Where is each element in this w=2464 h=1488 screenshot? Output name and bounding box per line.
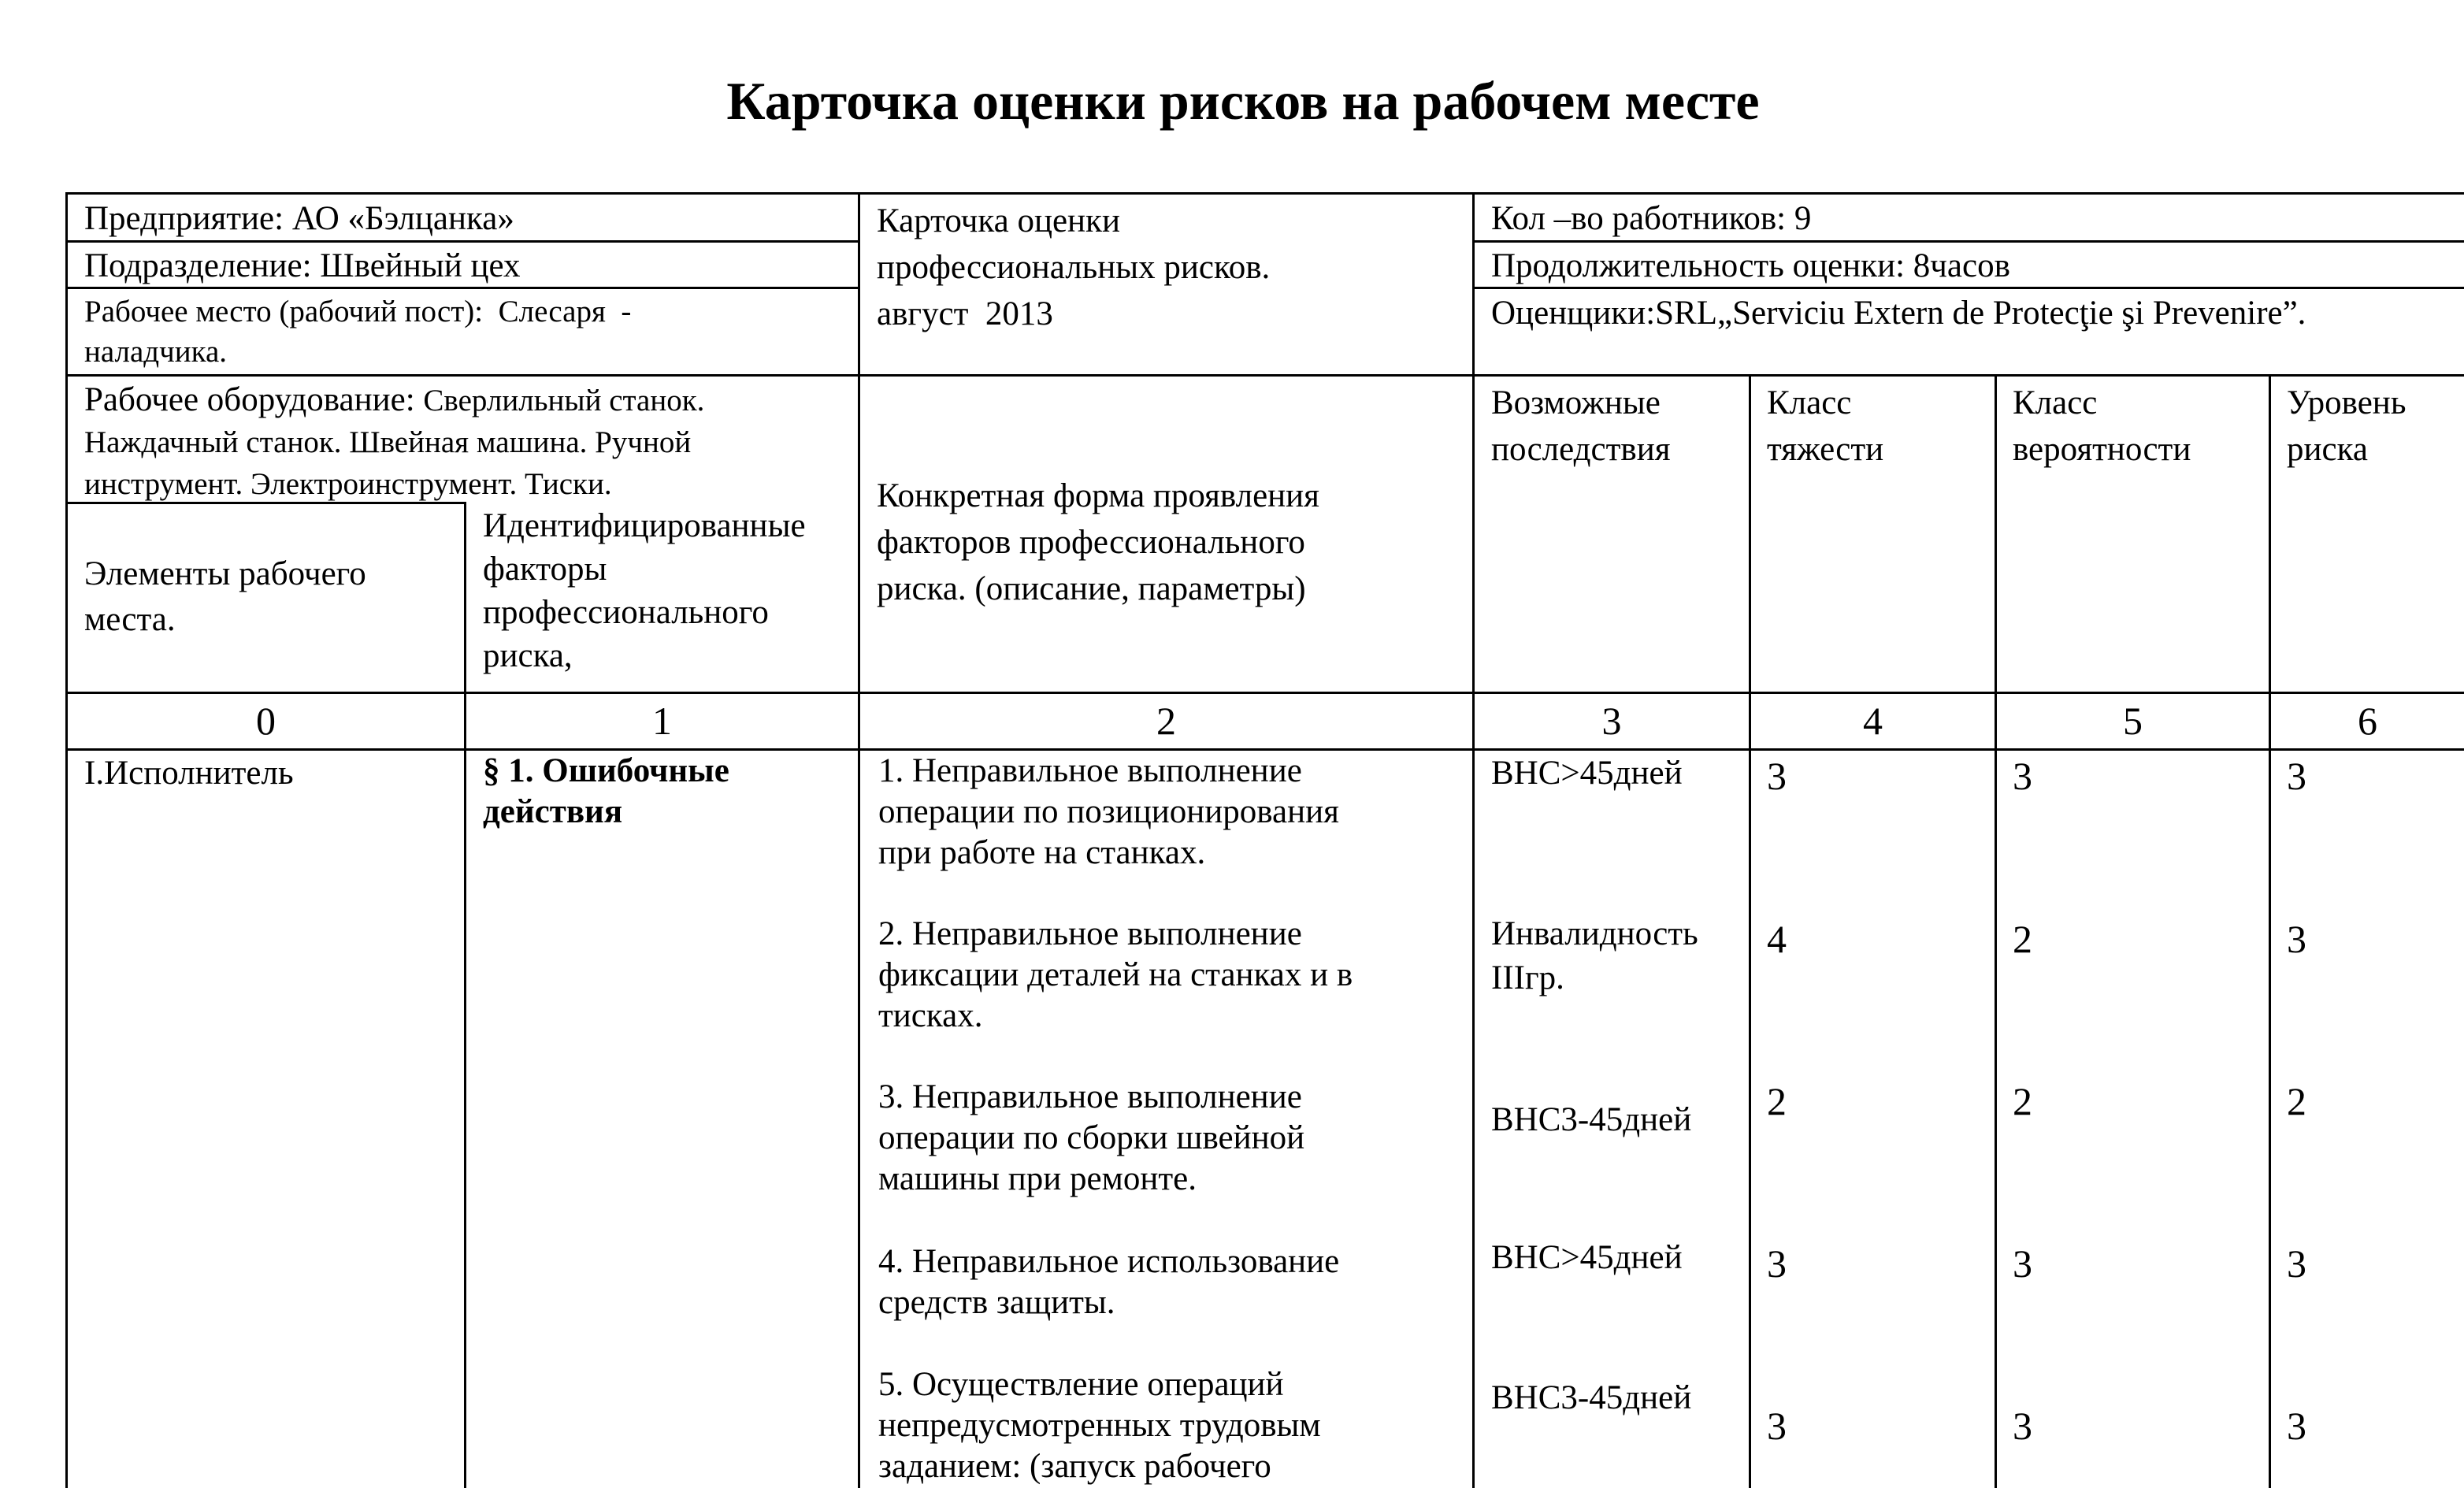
rule xyxy=(66,240,859,243)
col-divider xyxy=(2269,374,2271,1488)
col-number: 0 xyxy=(256,699,276,743)
equipment-heading: Рабочее оборудование: xyxy=(84,381,424,418)
risk-level: 3 xyxy=(2287,754,2306,798)
col-number: 4 xyxy=(1863,699,1883,743)
table-border-left xyxy=(65,192,68,1488)
col-divider xyxy=(858,192,860,1488)
col-header-risk-level: Уровень риска xyxy=(2287,384,2406,468)
risk-level: 3 xyxy=(2287,1404,2306,1448)
division-label: Подразделение: Швейный цех xyxy=(84,247,521,284)
document-title: Карточка оценки рисков на рабочем месте xyxy=(726,71,1760,131)
enterprise-label: Предприятие: АО «Бэлцанка» xyxy=(84,200,514,237)
risk-description: 3. Неправильное выполнение операции по сборки швейной машины при ремонте. xyxy=(878,1078,1305,1197)
col-number: 6 xyxy=(2358,699,2377,743)
col-header-severity: Класс тяжести xyxy=(1767,384,1884,468)
col-divider xyxy=(1995,374,1997,1488)
severity-class: 2 xyxy=(1767,1079,1787,1123)
rule xyxy=(66,374,2464,377)
risk-description: 1. Неправильное выполнение операции по позиционирования при работе на станках. xyxy=(878,752,1339,871)
col-divider xyxy=(1472,192,1475,1488)
risk-description: 4. Неправильное использование средств защиты. xyxy=(878,1243,1340,1321)
risk-consequence: ВНС>45дней xyxy=(1491,755,1683,792)
rule xyxy=(1473,287,2464,289)
card-info: Карточка оценки профессиональных рисков. август 2013 xyxy=(877,202,1271,332)
workers-count: Кол –во работников: 9 xyxy=(1491,200,1812,237)
risk-consequence: ВНС>45дней xyxy=(1491,1239,1683,1276)
assessment-duration: Продолжительность оценки: 8часов xyxy=(1491,247,2010,284)
assessors: Оценщики:SRL„Serviciu Extern de Protecţie şi Prevenire”. xyxy=(1491,295,2306,332)
workplace-label: Рабочее место (рабочий пост): Слесаря - наладчика. xyxy=(84,295,632,369)
col-number: 3 xyxy=(1601,699,1622,743)
severity-class: 3 xyxy=(1767,1241,1787,1286)
severity-class: 3 xyxy=(1767,1404,1787,1448)
equipment-label xyxy=(84,380,856,505)
equipment-list: Сверлильный станок. Наждачный станок. Швейная машина. Ручной инструмент. Электроинструмент. Тиски. xyxy=(84,384,705,501)
probability-class: 2 xyxy=(2013,1079,2032,1123)
probability-class: 3 xyxy=(2013,754,2032,798)
risk-level: 3 xyxy=(2287,917,2306,961)
risk-factor-heading: § 1. Ошибочные действия xyxy=(483,752,729,830)
risk-consequence: Инвалидность IIIгр. xyxy=(1491,915,1698,996)
col-header-form: Конкретная форма проявления факторов профессионального риска. (описание, параметры) xyxy=(877,477,1319,607)
col-number: 5 xyxy=(2123,699,2143,743)
risk-description: 2. Неправильное выполнение фиксации деталей на станках и в тисках. xyxy=(878,915,1353,1034)
col-header-elements: Элементы рабочего места. xyxy=(84,555,366,638)
col-header-factors: Идентифицированные факторы профессионального риска, xyxy=(483,507,806,674)
risk-description: 5. Осуществление операций непредусмотренных трудовым заданием: (запуск рабочего xyxy=(878,1366,1321,1485)
col-divider xyxy=(464,502,466,1488)
col-header-consequences: Возможные последствия xyxy=(1491,384,1671,468)
probability-class: 2 xyxy=(2013,917,2032,961)
severity-class: 3 xyxy=(1767,754,1787,798)
rule xyxy=(66,287,859,289)
rule xyxy=(66,692,2464,694)
risk-level: 3 xyxy=(2287,1241,2306,1286)
table-border-top xyxy=(66,192,2464,195)
risk-consequence: ВНС3-45дней xyxy=(1491,1101,1692,1138)
rule xyxy=(1473,240,2464,243)
probability-class: 3 xyxy=(2013,1241,2032,1286)
col-number: 1 xyxy=(652,699,672,743)
col-header-probability: Класс вероятности xyxy=(2013,384,2191,468)
workplace-element: I.Исполнитель xyxy=(84,755,294,792)
col-divider xyxy=(1749,374,1751,1488)
col-number: 2 xyxy=(1156,699,1176,743)
risk-consequence: ВНС3-45дней xyxy=(1491,1379,1692,1416)
severity-class: 4 xyxy=(1767,917,1787,961)
probability-class: 3 xyxy=(2013,1404,2032,1448)
risk-level: 2 xyxy=(2287,1079,2306,1123)
